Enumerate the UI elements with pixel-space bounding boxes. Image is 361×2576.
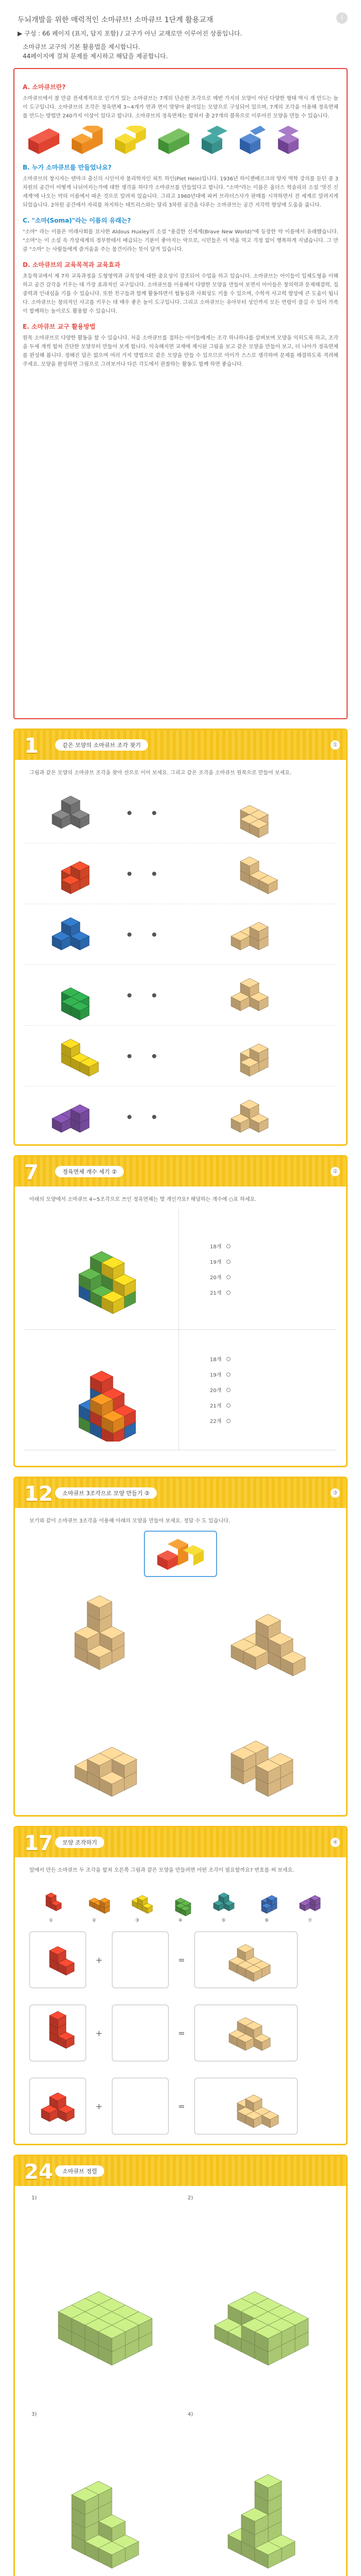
worksheet-card-5 bbox=[13, 2155, 348, 2576]
card-instruction: 그림과 같은 모양의 소마큐브 조각을 찾아 선으로 이어 보세요. 그리고 같은 조각을 소마큐브 원목으로 만들어 보세요. bbox=[29, 770, 292, 776]
card-number: 7 bbox=[24, 1161, 39, 1184]
match-dot-right[interactable] bbox=[152, 1054, 156, 1058]
count-option[interactable]: 19개 bbox=[210, 1367, 337, 1382]
piece-yellow-icon bbox=[112, 126, 149, 157]
worksheet-card-2 bbox=[13, 1155, 348, 1467]
equation-list bbox=[24, 1923, 337, 2143]
card-number: 12 bbox=[24, 1482, 53, 1506]
radio-circle-icon bbox=[226, 1260, 231, 1264]
match-row bbox=[24, 904, 337, 965]
mini-piece-number: ⑤ bbox=[221, 1918, 226, 1923]
card-number: 17 bbox=[24, 1832, 53, 1855]
match-dot-right[interactable] bbox=[152, 993, 156, 997]
match-dot-left[interactable] bbox=[127, 872, 132, 876]
count-option[interactable]: 22개 bbox=[210, 1413, 337, 1429]
mini-piece-icon bbox=[36, 1885, 67, 1916]
stack-figure-b-icon bbox=[60, 1338, 143, 1442]
figure-a bbox=[24, 1209, 178, 1330]
count-option[interactable]: 19개 bbox=[210, 1254, 337, 1269]
count-option[interactable]: 21개 bbox=[210, 1285, 337, 1300]
result-shape-icon bbox=[197, 1934, 295, 1986]
wood-piece-icon bbox=[210, 1091, 293, 1143]
card-number: 1 bbox=[24, 734, 39, 758]
result-shape-icon bbox=[197, 2007, 295, 2059]
section-e-text: 원목 소마큐브로 다양한 활동을 할 수 있습니다. 처음 소마큐브를 접하는 아이들에게는 조각 하나하나를 살펴보며 모양을 익히도록 하고, 조각을 두세 개씩 합쳐 간단한 모양부터 만들어 보게 합니다. 익숙해지면 교재에 제시된 그림을 보고 같은 모양을 만들어 보고, 더 나아가 정육면체를 완성해 봅니다. 정해진 답은 없으며 여러 가지 방법으로 같은 모양을 만들 수 있으므로 아이가 스스로 생각하며 문제를 해결하도록 격려해 주세요. 모양을 완성하면 그림으로 그려보거나 다른 각도에서 관찰하는 활동도 함께 하면 좋습니다. bbox=[23, 335, 338, 367]
shape-1 bbox=[24, 1581, 180, 1697]
match-row bbox=[24, 783, 337, 843]
given-piece-icon bbox=[32, 2007, 84, 2059]
wood-piece-icon bbox=[210, 848, 293, 900]
mini-piece-icon bbox=[294, 1885, 325, 1916]
mini-piece-number: ① bbox=[48, 1918, 53, 1923]
match-dot-right[interactable] bbox=[152, 872, 156, 876]
piece-blue-icon bbox=[237, 126, 268, 157]
colored-piece-icon bbox=[40, 848, 102, 900]
arrange-shape-icon bbox=[25, 2198, 180, 2394]
card-header bbox=[15, 1478, 346, 1508]
shape-2 bbox=[180, 1581, 337, 1697]
arrange-2 bbox=[180, 2188, 337, 2404]
mini-pieces-numbers bbox=[24, 1918, 337, 1923]
figure-b bbox=[24, 1330, 178, 1450]
given-piece-icon bbox=[32, 1934, 84, 1986]
radio-circle-icon bbox=[226, 1372, 231, 1377]
wood-piece-icon bbox=[210, 909, 293, 960]
match-list bbox=[24, 783, 337, 1146]
radio-circle-icon bbox=[226, 1388, 231, 1392]
count-option[interactable]: 20개 bbox=[210, 1382, 337, 1398]
arrange-4 bbox=[180, 2404, 337, 2576]
piece-orange-icon bbox=[69, 126, 105, 157]
product-note-2: 44페이지에 걸쳐 문제를 제시하고 해답을 제공합니다. bbox=[23, 53, 168, 60]
section-d-text: 초등학교에서 제 7차 교육과정을 도형영역과 규칙성에 대한 중요성이 강조되어 수업을 하고 있습니다. 소마큐브는 아이들이 입체도형을 이해하고 공간 감각을 키우는 데 가장 효과적인 교구입니다. 소마큐브를 이용해서 다양한 모양을 만들어 보면서 아이들은 창의력과 문제해결력, 집중력과 인내심을 기를 수 있습니다. 또한 친구들과 함께 활동하면서 협동심과 사회성도 키울 수 있으며, 수학적 사고력 향상에 큰 도움이 됩니다. 소마큐브는 창의적인 사고를 키우는 데 매우 좋은 놀이 도구입니다. 그리고 소마큐브는 유아부터 성인까지 모든 연령이 즐길 수 있어 가족이 함께하는 놀이로도 활용할 수 있습니다. bbox=[23, 274, 338, 314]
section-c-title: C. "소마(Soma)"라는 이름의 유래는? bbox=[23, 217, 131, 224]
count-option[interactable]: 18개 bbox=[210, 1239, 337, 1254]
match-dot-right[interactable] bbox=[152, 933, 156, 937]
soma-pieces-row bbox=[26, 126, 338, 157]
corner-icon: ② bbox=[331, 1167, 340, 1176]
card-label: 같은 모양의 소마큐브 조각 찾기 bbox=[55, 739, 148, 751]
piece-teal-icon bbox=[199, 126, 230, 157]
product-composition: ▶ 구성 : 66 페이지 (표지, 답지 포함) / 교구가 아닌 교재로만 이루어진 상품입니다. bbox=[18, 30, 242, 37]
mini-piece-number: ② bbox=[92, 1918, 96, 1923]
mini-piece-icon bbox=[165, 1885, 196, 1916]
wood-piece-icon bbox=[210, 970, 293, 1021]
radio-circle-icon bbox=[226, 1419, 231, 1423]
arrange-3 bbox=[24, 2404, 180, 2576]
answer-box[interactable] bbox=[112, 2005, 169, 2061]
section-e-title: E. 소마큐브 교구 활용방법 bbox=[23, 323, 96, 330]
shape-3 bbox=[24, 1702, 180, 1817]
result-shape-box bbox=[194, 2078, 298, 2134]
card-instruction: 보기와 같이 소마큐브 3조각을 이용해 아래의 모양을 만들어 보세요. 정답 수 도 있습니다. bbox=[29, 1518, 230, 1524]
radio-circle-icon bbox=[226, 1244, 231, 1248]
equals-icon: = bbox=[178, 2028, 185, 2038]
count-option[interactable]: 21개 bbox=[210, 1398, 337, 1413]
arrange-label: 1) bbox=[31, 2195, 37, 2201]
answer-box[interactable] bbox=[112, 2078, 169, 2134]
card-label: 소마큐브 3조각으로 모양 만들기 ② bbox=[55, 1487, 157, 1499]
arrange-shape-icon bbox=[182, 2415, 336, 2576]
shape-grid bbox=[24, 1581, 337, 1817]
colored-piece-icon bbox=[40, 787, 102, 839]
match-dot-left[interactable] bbox=[127, 1115, 132, 1119]
card-header bbox=[15, 1827, 346, 1857]
arrange-label: 4) bbox=[188, 2412, 193, 2417]
card-header bbox=[15, 1157, 346, 1187]
given-piece-box bbox=[29, 2078, 86, 2134]
product-note-1: 소마큐브 교구의 기본 활용법을 제시합니다. bbox=[23, 43, 140, 50]
corner-icon: ③ bbox=[331, 1488, 340, 1498]
card-header bbox=[15, 730, 346, 760]
mini-piece-number: ⑥ bbox=[265, 1918, 269, 1923]
card-instruction: 앞에서 만든 소마큐브 두 조각을 합쳐 오른쪽 그림과 같은 모양을 만들려면 어떤 조각이 필요할까요? 번호를 써 보세요. bbox=[29, 1868, 294, 1873]
arrange-shape-icon bbox=[182, 2198, 336, 2394]
example-box bbox=[24, 1531, 337, 1577]
top-header bbox=[10, 7, 351, 28]
piece-green-icon bbox=[156, 126, 192, 157]
worksheet-card-1 bbox=[13, 728, 348, 1146]
example-shape-icon bbox=[152, 1535, 209, 1571]
equation-row bbox=[24, 1996, 337, 2070]
given-piece-box bbox=[29, 2005, 86, 2061]
arrange-label: 2) bbox=[188, 2195, 193, 2201]
page-title: 두뇌개발을 위한 매력적인 소마큐브! 소마큐브 1단계 활용교재 bbox=[18, 16, 214, 24]
corner-icon: ① bbox=[331, 740, 340, 750]
card-label: 모양 조작하기 bbox=[55, 1837, 104, 1848]
worksheet-card-3 bbox=[13, 1477, 348, 1817]
mini-piece-number: ⑦ bbox=[308, 1918, 313, 1923]
count-option[interactable]: 20개 bbox=[210, 1269, 337, 1285]
section-a-text: 소마큐브에서 찰 만큼 전세계적으로 인기가 있는 소마큐브는 7개의 단순한 조각으로 매번 가지의 모양이 아닌 다양한 형태 역시 개 만드는 놀이 도구입니다. 소마큐브의 조각은 정육면체 3~4개가 면과 면이 맞닿아 붙어있는 모양으로 구성되어 있으며, 7개의 조각을 이용해 정육면체를 만드는 방법만 240가지 이상이 있다고 합니다. 소마큐브의 정육면체는 합쳐서 총 27개의 블록으로 이루어진 모양을 만들 수 있습니다. bbox=[23, 96, 338, 119]
options-group-b bbox=[179, 1330, 337, 1450]
mini-piece-number: ③ bbox=[135, 1918, 140, 1923]
card-header bbox=[15, 2156, 346, 2186]
match-dot-left[interactable] bbox=[127, 993, 132, 997]
match-dot-left[interactable] bbox=[127, 1054, 132, 1058]
shape-4 bbox=[180, 1702, 337, 1817]
section-d-title: D. 소마큐브의 교육목적과 교육효과 bbox=[23, 261, 121, 268]
wood-shape-icon bbox=[25, 1582, 180, 1696]
plus-icon: + bbox=[95, 1955, 103, 1965]
piece-purple-icon bbox=[275, 126, 306, 157]
wood-piece-icon bbox=[210, 787, 293, 839]
match-dot-left[interactable] bbox=[127, 933, 132, 937]
section-b-text: 소마큐브의 창시자는 덴마크 출신의 시인이자 물리학자인 피트 하인(Piet Hein)입니다. 1936년 하이젠베르크의 양자 역학 강의를 듣던 중 3차원의 공간이 어떻게 나뉘어지는가에 대한 생각을 하다가 소마큐브를 만들었다고 합니다. "소마"라는 이름은 올더스 헉슬리의 소설 '멋진 신세계'에 나오는 약의 이름에서 따온 것으로 알려져 있습니다. 그리고 1960년대에 파커 브라더스사가 판매를 시작하면서 전 세계로 알려지게 되었습니다. 2차원 공간에서 자리를 차지하는 테트리스와는 달리 3차원 공간을 다루는 소마큐브는 공간 지각력 향상에 도움을 줍니다. bbox=[23, 176, 338, 208]
count-option[interactable]: 18개 bbox=[210, 1351, 337, 1367]
colored-piece-icon bbox=[40, 970, 102, 1021]
match-dot-left[interactable] bbox=[127, 811, 132, 815]
card-label: 소마큐브 정렬 bbox=[55, 2165, 104, 2177]
mini-piece-number: ④ bbox=[178, 1918, 183, 1923]
colored-piece-icon bbox=[40, 1091, 102, 1143]
match-row bbox=[24, 843, 337, 904]
answer-box[interactable] bbox=[112, 1931, 169, 1988]
given-piece-icon bbox=[32, 2080, 84, 2132]
result-shape-box bbox=[194, 2005, 298, 2061]
result-shape-box bbox=[194, 1931, 298, 1988]
options-group-a bbox=[179, 1209, 337, 1330]
piece-red-icon bbox=[26, 126, 62, 157]
mini-piece-icon bbox=[79, 1885, 110, 1916]
plus-icon: + bbox=[95, 2101, 103, 2111]
equals-icon: = bbox=[178, 1955, 185, 1965]
plus-icon: + bbox=[95, 2028, 103, 2038]
match-dot-right[interactable] bbox=[152, 1115, 156, 1119]
radio-circle-icon bbox=[226, 1275, 231, 1279]
card-instruction: 아래의 모양에서 소마큐브 4~5조각으로 쓰인 정육면체는 몇 개인가요? 해당하는 개수에 ○표 하세요. bbox=[29, 1197, 257, 1202]
radio-circle-icon bbox=[226, 1291, 231, 1295]
section-a-title: A. 소마큐브란? bbox=[23, 83, 66, 91]
equation-row bbox=[24, 1923, 337, 1996]
result-shape-icon bbox=[197, 2080, 295, 2132]
wood-shape-icon bbox=[182, 1703, 336, 1816]
section-c-text: "소마" 라는 이름은 미래사회를 묘사한 Aldous Huxley의 소설 "용감한 신세계(Brave New World)"에 등장한 약 이름에서 유래했습니다. "소마"는 이 소설 속 가상세계의 정부한테서 배급되는 기분이 좋아지는 약으로, 시민들은 이 약을 먹고 걱정 없이 행복하게 지냈습니다. 그 만큼 "소마" 는 사람들에게 즐거움을 주는 물건이라는 뜻이 담겨 있습니다. bbox=[23, 229, 338, 252]
card-label: 정육면체 개수 세기 ② bbox=[55, 1166, 124, 1177]
match-row bbox=[24, 965, 337, 1026]
arrange-grid bbox=[24, 2188, 337, 2576]
equals-icon: = bbox=[178, 2101, 185, 2111]
count-table bbox=[24, 1209, 337, 1450]
info-icon[interactable]: i bbox=[336, 12, 348, 24]
match-row bbox=[24, 1087, 337, 1146]
colored-piece-icon bbox=[40, 909, 102, 960]
stack-figure-a-icon bbox=[60, 1218, 143, 1321]
intro-box bbox=[13, 68, 348, 719]
mini-pieces-row bbox=[24, 1880, 337, 1916]
worksheet-card-4 bbox=[13, 1826, 348, 2145]
mini-piece-icon bbox=[122, 1885, 153, 1916]
arrange-shape-icon bbox=[25, 2415, 180, 2576]
section-b-title: B. 누가 소마큐브를 만들었나요? bbox=[23, 164, 112, 171]
mini-piece-icon bbox=[208, 1885, 239, 1916]
radio-circle-icon bbox=[226, 1357, 231, 1361]
given-piece-box bbox=[29, 1931, 86, 1988]
match-dot-right[interactable] bbox=[152, 811, 156, 815]
corner-icon: ④ bbox=[331, 1838, 340, 1847]
mini-piece-icon bbox=[251, 1885, 282, 1916]
arrange-label: 3) bbox=[31, 2412, 37, 2417]
wood-shape-icon bbox=[182, 1582, 336, 1696]
wood-shape-icon bbox=[25, 1703, 180, 1816]
wood-piece-icon bbox=[210, 1030, 293, 1082]
radio-circle-icon bbox=[226, 1403, 231, 1408]
match-row bbox=[24, 1026, 337, 1087]
card-number: 24 bbox=[24, 2160, 53, 2184]
equation-row bbox=[24, 2070, 337, 2143]
arrange-1 bbox=[24, 2188, 180, 2404]
colored-piece-icon bbox=[40, 1030, 102, 1082]
